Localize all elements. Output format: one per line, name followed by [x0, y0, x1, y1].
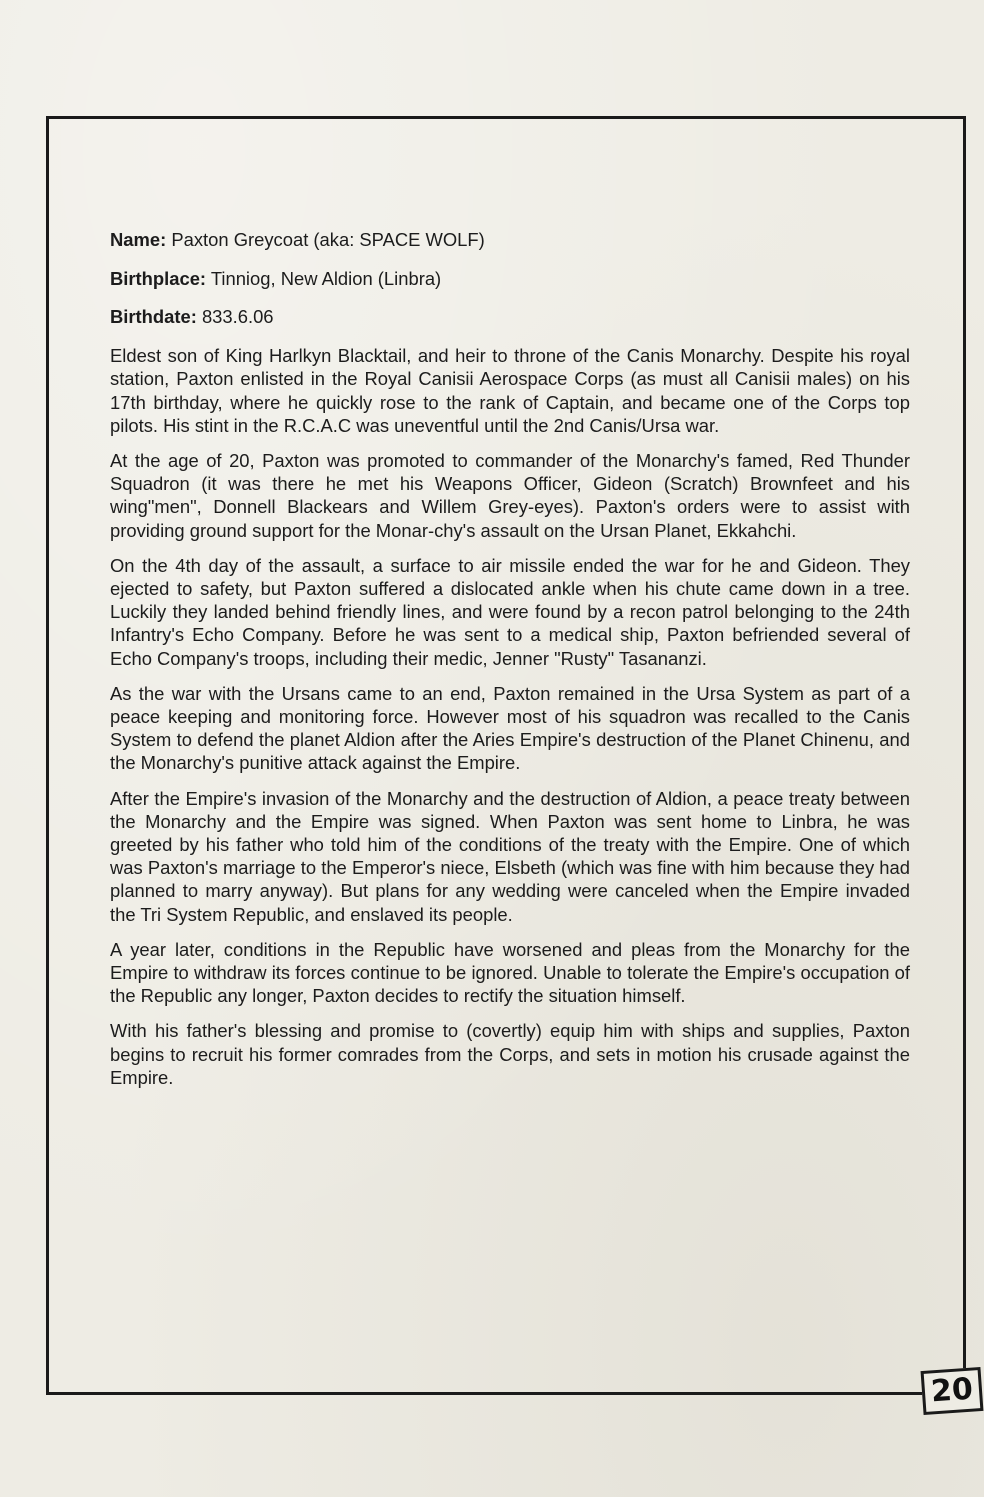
birthdate-label: Birthdate:	[110, 306, 197, 328]
biography-paragraph: On the 4th day of the assault, a surface to air missile ended the war for he and Gideon. They ejected to safety, but Paxton suffered a dislocated ankle when his chute came down in a tree. Luckily they landed behind friendly lines, and were found by a recon patrol belonging to the 24th Infantry's Echo Company. Before he was sent to a medical ship, Paxton befriended several of Echo Company's troops, including their medic, Jenner "Rusty" Tasananzi.	[110, 554, 910, 669]
birthdate-value: 833.6.06	[196, 306, 274, 328]
name-label: Name:	[110, 229, 167, 250]
page-number-badge: 20	[921, 1367, 984, 1415]
birthplace-field	[110, 267, 910, 290]
biography-paragraph: Eldest son of King Harlkyn Blacktail, and heir to throne of the Canis Monarchy. Despite his royal station, Paxton enlisted in the Royal Canisii Aerospace Corps (as must all Canisii males) on his 17th birthday, where he quickly rose to the rank of Captain, and became one of the Corps top pilots. His stint in the R.C.A.C was uneventful until the 2nd Canis/Ursa war.	[110, 345, 910, 436]
birthdate-field	[110, 305, 910, 328]
name-value: Paxton Greycoat (aka: SPACE WOLF)	[166, 229, 485, 250]
birthplace-label: Birthplace:	[110, 267, 207, 289]
biography-paragraph: As the war with the Ursans came to an end, Paxton remained in the Ursa System as part of a peace keeping and monitoring force. However most of his squadron was recalled to the Canis System to defend the planet Aldion after the Aries Empire's destruction of the Planet Chinenu, and the Monarchy's punitive attack against the Empire.	[110, 682, 910, 774]
character-profile	[110, 228, 910, 1101]
birthplace-value: Tinniog, New Aldion (Linbra)	[206, 267, 442, 289]
biography-paragraph: After the Empire's invasion of the Monarchy and the destruction of Aldion, a peace treaty between the Monarchy and the Empire was signed. When Paxton was sent home to Linbra, he was greeted by his father who told him of the conditions of the treaty with the Empire. One of which was Paxton's marriage to the Emperor's niece, Elsbeth (which was fine with him because they had planned to marry anyway). But plans for any wedding were canceled when the Empire invaded the Tri System Republic, and enslaved its people.	[110, 787, 910, 925]
biography-paragraph: With his father's blessing and promise to (covertly) equip him with ships and supplies, Paxton begins to recruit his former comrades from the Corps, and sets in motion his crusade against the Empire.	[110, 1020, 910, 1088]
biography-paragraph: At the age of 20, Paxton was promoted to commander of the Monarchy's famed, Red Thunder Squadron (it was there he met his Weapons Officer, Gideon (Scratch) Brownfeet and his wing"men", Donnell Blackears and Willem Grey-eyes). Paxton's orders were to assist with providing ground support for the Monar-chy's assault on the Ursan Planet, Ekkahchi.	[110, 449, 910, 541]
biography-paragraph: A year later, conditions in the Republic have worsened and pleas from the Monarchy for the Empire to withdraw its forces continue to be ignored. Unable to tolerate the Empire's occupation of the Republic any longer, Paxton decides to rectify the situation himself.	[110, 938, 910, 1007]
name-field	[110, 228, 910, 251]
